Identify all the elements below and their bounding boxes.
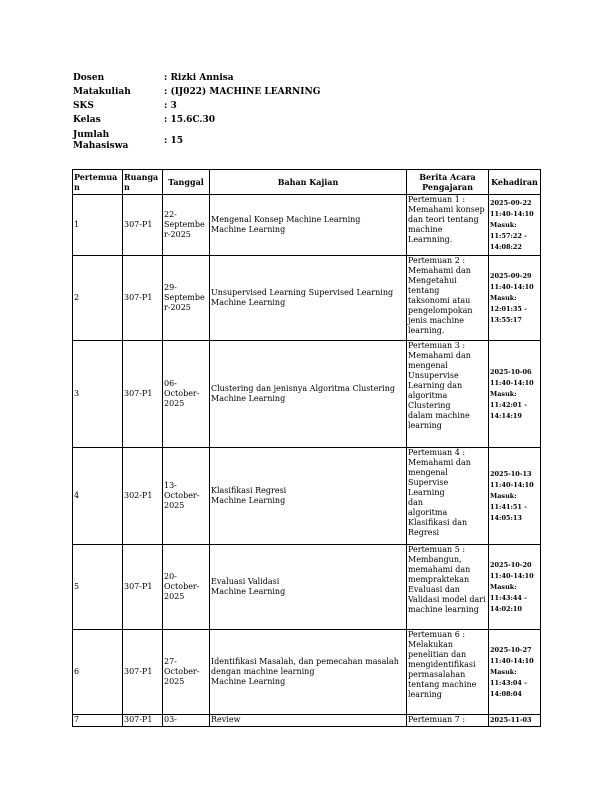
kehadiran-line: 11:40-14:10: [490, 571, 534, 580]
cell-bahan-kajian: [210, 630, 407, 715]
info-row: [73, 113, 373, 127]
berita-line: Supervise Learning: [408, 478, 449, 497]
berita-line: Mengetahui tentang: [408, 276, 457, 295]
berita-line: Clustering: [408, 401, 451, 410]
cell-bahan-kajian: [210, 545, 407, 630]
cell-kehadiran: [489, 715, 541, 727]
berita-line: Pertemuan 5 :: [408, 545, 466, 554]
kehadiran-line: 11:43:44 -: [490, 593, 527, 602]
berita-line: Membangun,: [408, 555, 462, 564]
cell-bahan-kajian: [210, 448, 407, 545]
berita-line: dan teori tentang: [408, 215, 479, 224]
berita-line: Memahami konsep: [408, 205, 485, 214]
kehadiran-line: 11:40-14:10: [490, 282, 534, 291]
course-info: [73, 71, 373, 155]
cell-kehadiran: [489, 630, 541, 715]
berita-line: mempraktekan: [408, 575, 470, 584]
info-label: Dosen: [73, 72, 105, 83]
berita-line: Memahami dan: [408, 266, 471, 275]
header-tanggal: Tanggal: [163, 170, 210, 195]
berita-line: mengenal: [408, 468, 448, 477]
bahan-line: Unsupervised Learning Supervised Learning: [211, 288, 394, 297]
berita-line: Evaluasi dan: [408, 585, 460, 594]
cell-tanggal: 06-October-2025: [163, 341, 210, 448]
table-row: [73, 256, 541, 341]
kehadiran-line: 11:57:22 -: [490, 231, 527, 240]
kehadiran-line: 14:14:19: [490, 411, 522, 420]
bahan-line: Machine Learning: [211, 496, 286, 505]
cell-kehadiran: [489, 195, 541, 256]
berita-line: dalam machine: [408, 411, 470, 420]
cell-berita-acara: [407, 545, 489, 630]
table-header-row: [73, 170, 541, 195]
cell-pertemuan: 2: [73, 256, 123, 341]
info-label: Matakuliah: [73, 86, 131, 97]
cell-pertemuan: 4: [73, 448, 123, 545]
cell-tanggal: 03-: [163, 715, 210, 727]
header-pertemuan: Pertemuan: [73, 170, 123, 195]
bahan-line: Review: [211, 715, 241, 724]
cell-ruangan: 307-P1: [123, 195, 163, 256]
table-row: [73, 341, 541, 448]
cell-tanggal: 29-September-2025: [163, 256, 210, 341]
berita-line: Memahami dan: [408, 458, 471, 467]
kehadiran-line: 12:01:35 -: [490, 304, 527, 313]
kehadiran-line: 2025-10-06: [490, 367, 532, 376]
cell-kehadiran: [489, 545, 541, 630]
kehadiran-line: Masuk:: [490, 667, 517, 676]
info-label: SKS: [73, 100, 94, 111]
table-row: [73, 195, 541, 256]
berita-line: Pertemuan 3 :: [408, 341, 466, 350]
berita-line: Pertemuan 6 :: [408, 630, 466, 639]
info-label: Jumlah Mahasiswa: [73, 130, 129, 151]
berita-line: mengidentifikasi: [408, 660, 476, 669]
kehadiran-line: 13:55:17: [490, 315, 522, 324]
kehadiran-line: Masuk:: [490, 491, 517, 500]
cell-pertemuan: 3: [73, 341, 123, 448]
header-ruangan: Ruangan: [123, 170, 163, 195]
cell-pertemuan: 7: [73, 715, 123, 727]
berita-line: mengenal: [408, 361, 448, 370]
cell-ruangan: 307-P1: [123, 715, 163, 727]
bahan-line: Machine Learning: [211, 298, 286, 307]
cell-berita-acara: [407, 256, 489, 341]
cell-kehadiran: [489, 448, 541, 545]
info-value: : Rizki Annisa: [164, 72, 234, 83]
berita-line: algoritma: [408, 391, 448, 400]
table-row: [73, 448, 541, 545]
kehadiran-line: 11:40-14:10: [490, 656, 534, 665]
kehadiran-line: 11:41:51 -: [490, 502, 527, 511]
berita-line: Learning dan: [408, 381, 463, 390]
bahan-line: Mengenal Konsep Machine Learning: [211, 215, 361, 224]
berita-line: memahami dan: [408, 565, 471, 574]
cell-ruangan: 307-P1: [123, 256, 163, 341]
berita-line: penelitian dan: [408, 650, 467, 659]
berita-line: Melakukan: [408, 640, 454, 649]
info-value: : 15.6C.30: [164, 114, 216, 125]
berita-line: machine: [408, 225, 443, 234]
kehadiran-line: 2025-10-20: [490, 560, 532, 569]
cell-kehadiran: [489, 341, 541, 448]
cell-pertemuan: 6: [73, 630, 123, 715]
cell-pertemuan: 5: [73, 545, 123, 630]
info-value: : 15: [164, 135, 183, 146]
berita-line: pengelompokan: [408, 306, 473, 315]
info-row: [73, 71, 373, 85]
table-row: [73, 630, 541, 715]
table-row: [73, 545, 541, 630]
kehadiran-line: 2025-10-27: [490, 645, 532, 654]
cell-berita-acara: [407, 448, 489, 545]
bahan-line: Machine Learning: [211, 677, 286, 686]
info-value: : 3: [164, 100, 177, 111]
kehadiran-line: 14:02:10: [490, 604, 522, 613]
berita-line: permasalahan: [408, 670, 466, 679]
berita-line: machine learning: [408, 605, 479, 614]
bahan-line: Machine Learning: [211, 587, 286, 596]
bahan-line: Machine Learning: [211, 225, 286, 234]
berita-line: Pertemuan 1 :: [408, 195, 466, 204]
cell-tanggal: 27-October-2025: [163, 630, 210, 715]
info-value: : (IJ022) MACHINE LEARNING: [164, 86, 321, 97]
cell-berita-acara: [407, 630, 489, 715]
bahan-line: Identifikasi Masalah, dan pemecahan masalah: [211, 657, 399, 666]
cell-ruangan: 302-P1: [123, 448, 163, 545]
cell-bahan-kajian: [210, 195, 407, 256]
kehadiran-line: Masuk:: [490, 293, 517, 302]
bahan-line: Clustering dan jenisnya Algoritma Clustering: [211, 384, 395, 393]
berita-line: Unsupervise: [408, 371, 459, 380]
kehadiran-line: 11:42:01 -: [490, 400, 527, 409]
cell-berita-acara: [407, 195, 489, 256]
info-row: [73, 99, 373, 113]
header-berita-acara: Berita Acara Pengajaran: [407, 170, 489, 195]
berita-line: Klasifikasi dan: [408, 518, 468, 527]
info-row: [73, 127, 373, 155]
berita-line: algoritma: [408, 508, 448, 517]
cell-pertemuan: 1: [73, 195, 123, 256]
header-kehadiran: Kehadiran: [489, 170, 541, 195]
berita-line: Pertemuan 4 :: [408, 448, 466, 457]
berita-line: learning.: [408, 326, 445, 335]
cell-tanggal: 22-September-2025: [163, 195, 210, 256]
berita-line: dan: [408, 498, 424, 507]
bahan-line: Klasifikasi Regresi: [211, 486, 287, 495]
cell-tanggal: 20-October-2025: [163, 545, 210, 630]
kehadiran-line: 2025-09-22: [490, 198, 532, 207]
berita-line: Memahami dan: [408, 351, 471, 360]
kehadiran-line: 14:08:22: [490, 242, 522, 251]
berita-line: tentang machine: [408, 680, 477, 689]
cell-bahan-kajian: [210, 715, 407, 727]
kehadiran-line: 11:40-14:10: [490, 378, 534, 387]
kehadiran-line: Masuk:: [490, 389, 517, 398]
header-bahan-kajian: Bahan Kajian: [210, 170, 407, 195]
bahan-line: Machine Learning: [211, 394, 286, 403]
kehadiran-line: 14:08:04: [490, 689, 522, 698]
kehadiran-line: 11:40-14:10: [490, 209, 534, 218]
bahan-line: Evaluasi Validasi: [211, 577, 280, 586]
cell-berita-acara: [407, 341, 489, 448]
cell-ruangan: 307-P1: [123, 341, 163, 448]
table-row: [73, 715, 541, 727]
info-label: Kelas: [73, 114, 101, 125]
berita-line: Pertemuan 7 :: [408, 715, 466, 724]
schedule-table: [72, 169, 541, 727]
info-row: [73, 85, 373, 99]
kehadiran-line: 2025-10-13: [490, 469, 532, 478]
bahan-line: dengan machine learning: [211, 667, 315, 676]
berita-line: Learnning.: [408, 235, 453, 244]
cell-ruangan: 307-P1: [123, 545, 163, 630]
cell-ruangan: 307-P1: [123, 630, 163, 715]
berita-line: Validasi model dari: [408, 595, 486, 604]
kehadiran-line: Masuk:: [490, 220, 517, 229]
kehadiran-line: 11:40-14:10: [490, 480, 534, 489]
kehadiran-line: Masuk:: [490, 582, 517, 591]
cell-kehadiran: [489, 256, 541, 341]
cell-berita-acara: [407, 715, 489, 727]
cell-bahan-kajian: [210, 341, 407, 448]
cell-bahan-kajian: [210, 256, 407, 341]
kehadiran-line: 2025-09-29: [490, 271, 532, 280]
berita-line: taksonomi atau: [408, 296, 471, 305]
berita-line: learning: [408, 421, 442, 430]
kehadiran-line: 14:05:13: [490, 513, 522, 522]
cell-tanggal: 13-October-2025: [163, 448, 210, 545]
berita-line: Pertemuan 2 :: [408, 256, 466, 265]
kehadiran-line: 2025-11-03: [490, 716, 532, 724]
berita-line: learning: [408, 690, 442, 699]
kehadiran-line: 11:43:04 -: [490, 678, 527, 687]
berita-line: Regresi: [408, 528, 440, 537]
berita-line: jenis machine: [408, 316, 465, 325]
